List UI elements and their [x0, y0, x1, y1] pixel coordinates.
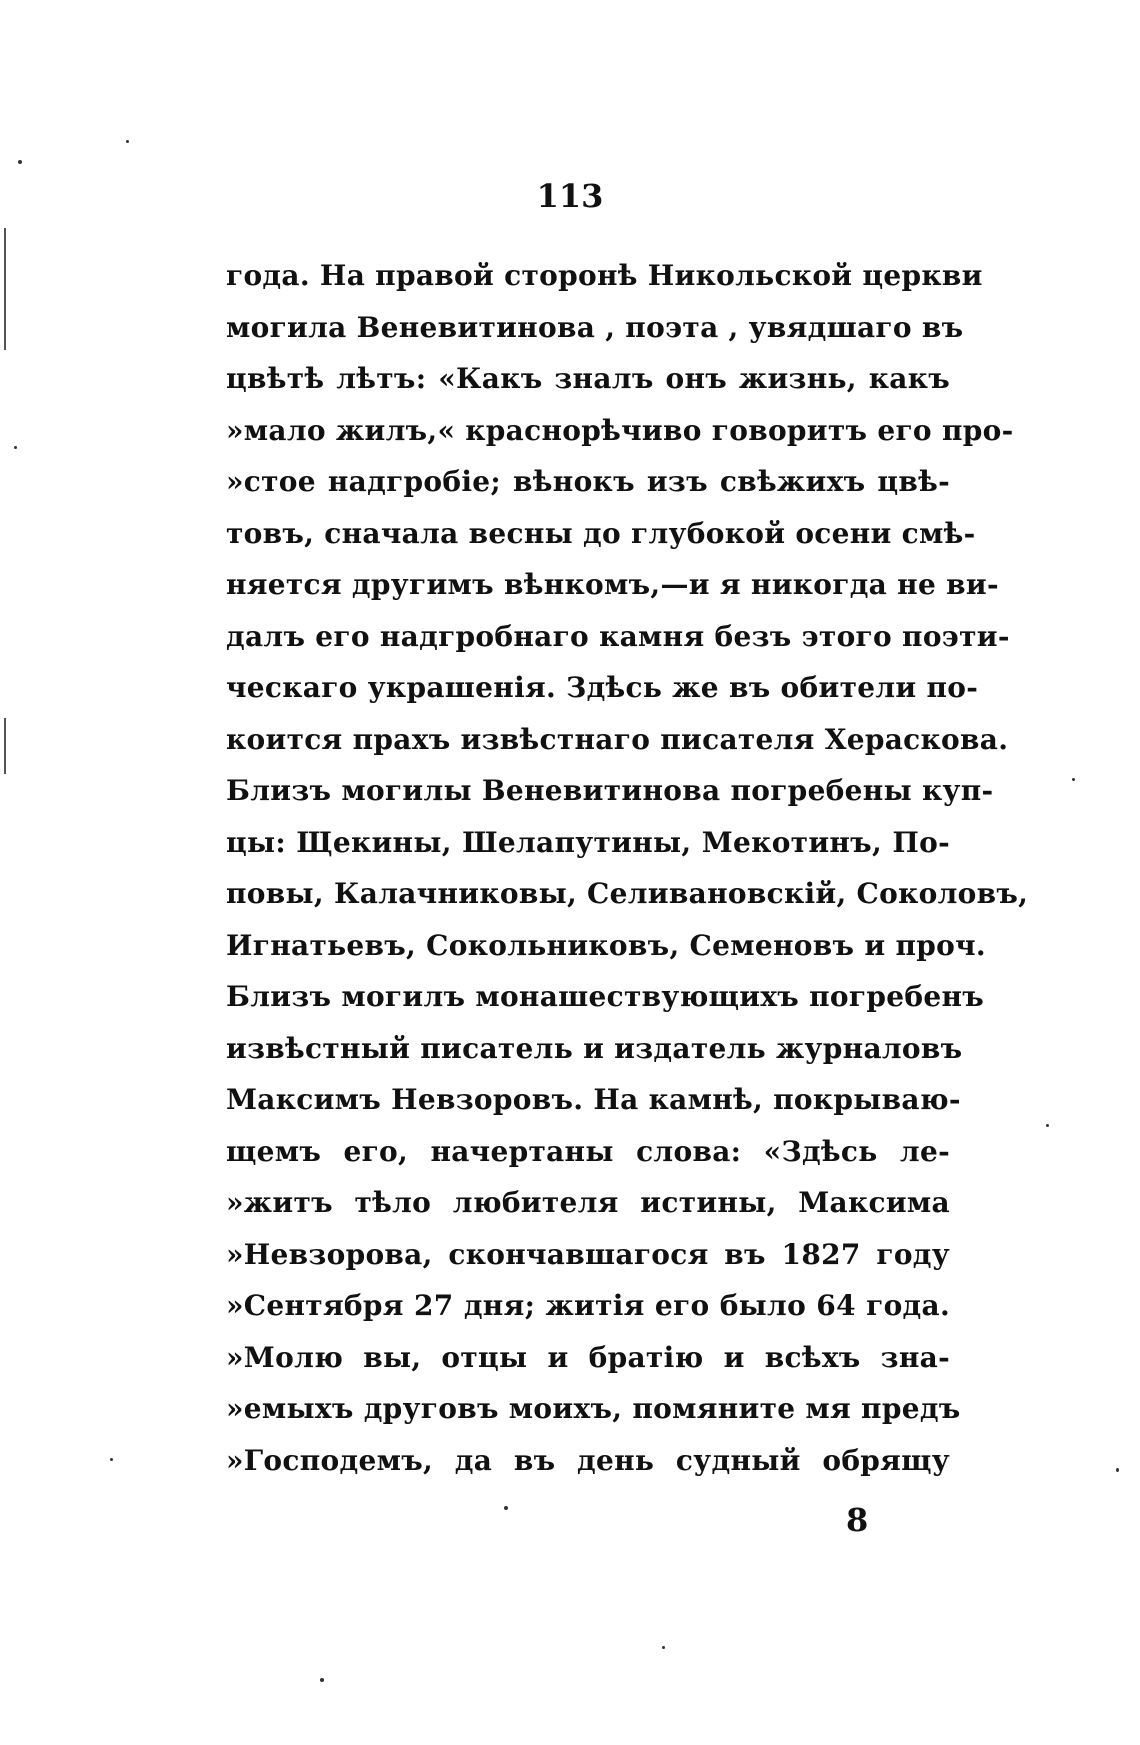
text-line: товъ, сначала весны до глубокой осени смѣ- [226, 516, 976, 550]
signature-mark: 8 [846, 1501, 869, 1539]
text-line: »Невзорова, скончавшагося въ 1827 году [226, 1237, 950, 1271]
speck-5 [1116, 1468, 1119, 1472]
speck-2 [126, 140, 129, 143]
text-line: няется другимъ вѣнкомъ,—и я никогда не ви- [226, 568, 999, 601]
text-line: цвѣтѣ лѣтъ: «Какъ зналъ онъ жизнь, какъ [226, 362, 950, 395]
text-line: цы: Щекины, Шелапутины, Мекотинъ, По- [226, 825, 950, 859]
speck-1 [18, 160, 22, 164]
text-line: »стое надгробіе; вѣнокъ изъ свѣжихъ цвѣ- [226, 465, 950, 498]
text-line: коится прахъ извѣстнаго писателя Хераскова. [226, 722, 1009, 756]
speck-3 [14, 446, 17, 449]
body-text [226, 250, 1029, 1486]
text-line: »житъ тѣло любителя истины, Максима [226, 1186, 950, 1219]
text-line: Близъ могилъ монашествующихъ погребенъ [226, 980, 985, 1013]
text-line: »Сентября 27 дня; житія его было 64 года. [226, 1289, 950, 1322]
text-line: »Молю вы, отцы и братію и всѣхъ зна- [226, 1340, 950, 1374]
page-number: 113 [536, 177, 604, 215]
text-line: Близъ могилы Веневитинова погребены куп- [226, 774, 994, 807]
text-line: далъ его надгробнаго камня безъ этого поэти- [226, 619, 1010, 653]
speck-4 [1072, 778, 1075, 781]
text-line: Игнатьевъ, Сокольниковъ, Семеновъ и проч. [226, 928, 986, 962]
text-line: ческаго украшенія. Здѣсь же въ обители по- [226, 671, 979, 704]
speck-6 [320, 1678, 324, 1682]
text-line: »емыхъ друговъ моихъ, помяните мя предъ [226, 1392, 961, 1425]
speck-7 [504, 1506, 508, 1510]
text-line: извѣстный писатель и издатель журналовъ [226, 1031, 963, 1065]
left-margin-rule [4, 228, 6, 350]
text-line: Максимъ Невзоровъ. На камнѣ, покрываю- [226, 1083, 961, 1116]
text-line: могила Веневитинова , поэта , увядшаго въ [226, 310, 964, 344]
left-margin-rule-lower [4, 718, 6, 774]
speck-9 [110, 1458, 113, 1461]
text-line: »мало жилъ,« краснорѣчиво говоритъ его про- [226, 413, 1014, 447]
text-line: »Господемъ, да въ день судный обрящу [226, 1443, 950, 1477]
speck-10 [1046, 1124, 1049, 1127]
text-line: года. На правой сторонѣ Никольской церкви [226, 259, 983, 292]
speck-8 [662, 1646, 665, 1649]
text-line: щемъ его, начертаны слова: «Здѣсь ле- [226, 1134, 950, 1168]
text-line: повы, Калачниковы, Селивановскій, Соколовъ, [226, 877, 1029, 910]
